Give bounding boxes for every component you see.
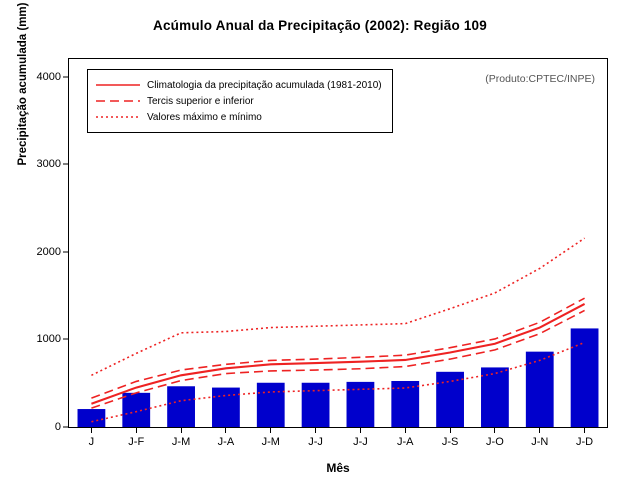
legend-label: Climatologia da precipitação acumulada (1981-2010) (147, 79, 382, 91)
series-line (91, 304, 584, 404)
y-tick-mark (63, 251, 69, 252)
x-tick-label: J-S (441, 436, 459, 448)
x-tick-mark (584, 427, 585, 433)
legend-swatch-dotted (96, 112, 140, 122)
y-tick-label: 4000 (36, 70, 61, 83)
x-tick-mark (315, 427, 316, 433)
bar (481, 367, 509, 427)
bar (212, 388, 240, 427)
x-tick-mark (270, 427, 271, 433)
x-tick-label: J-J (353, 436, 368, 448)
series-line (91, 310, 584, 408)
y-axis-label: Precipitação acumulada (mm) (17, 2, 29, 166)
legend-swatch-dashed (96, 96, 140, 106)
y-tick-label: 1000 (36, 333, 61, 346)
bar (436, 372, 464, 427)
x-tick-label: J-A (217, 436, 235, 448)
bar (257, 383, 285, 427)
page-title: Acúmulo Anual da Precipitação (2002): Região 109 (153, 18, 487, 33)
series-line (91, 342, 584, 421)
x-tick-mark (225, 427, 226, 433)
x-tick-mark (494, 427, 495, 433)
legend-item (96, 93, 382, 109)
x-tick-label: J-M (171, 436, 191, 448)
legend-swatch-solid (96, 80, 140, 90)
legend-label: Valores máximo e mínimo (147, 111, 262, 123)
legend (87, 69, 393, 133)
series-line (91, 238, 584, 375)
credit-text: (Produto:CPTEC/INPE) (485, 73, 595, 85)
y-tick-mark (63, 164, 69, 165)
series-line (91, 298, 584, 398)
bar (391, 381, 419, 427)
x-tick-mark (136, 427, 137, 433)
y-tick-mark (63, 427, 69, 428)
bar (302, 383, 330, 427)
bar (347, 382, 375, 427)
y-tick-mark (63, 339, 69, 340)
y-tick-label: 2000 (36, 245, 61, 258)
x-tick-mark (181, 427, 182, 433)
x-tick-label: J-J (308, 436, 323, 448)
y-tick-label: 0 (54, 421, 61, 433)
x-tick-label: J-A (397, 436, 414, 448)
x-tick-label: J-O (486, 436, 504, 448)
bar (571, 328, 599, 427)
bar (78, 409, 106, 427)
x-tick-label: J-M (261, 436, 280, 448)
bar-series (78, 328, 599, 427)
y-tick-mark (63, 76, 69, 77)
x-tick-mark (450, 427, 451, 433)
legend-item (96, 109, 382, 125)
x-tick-mark (539, 427, 540, 433)
x-tick-mark (405, 427, 406, 433)
x-tick-mark (360, 427, 361, 433)
x-tick-mark (91, 427, 92, 433)
x-tick-label: J (88, 436, 95, 448)
x-axis-label: Mês (326, 461, 350, 475)
legend-label: Tercis superior e inferior (147, 95, 254, 107)
line-series (91, 238, 584, 422)
x-tick-label: J-F (128, 436, 145, 448)
x-tick-label: J-N (531, 436, 549, 448)
legend-item (96, 77, 382, 93)
bar (167, 386, 195, 427)
x-tick-label: J-D (576, 436, 594, 448)
y-tick-label: 3000 (36, 158, 61, 171)
